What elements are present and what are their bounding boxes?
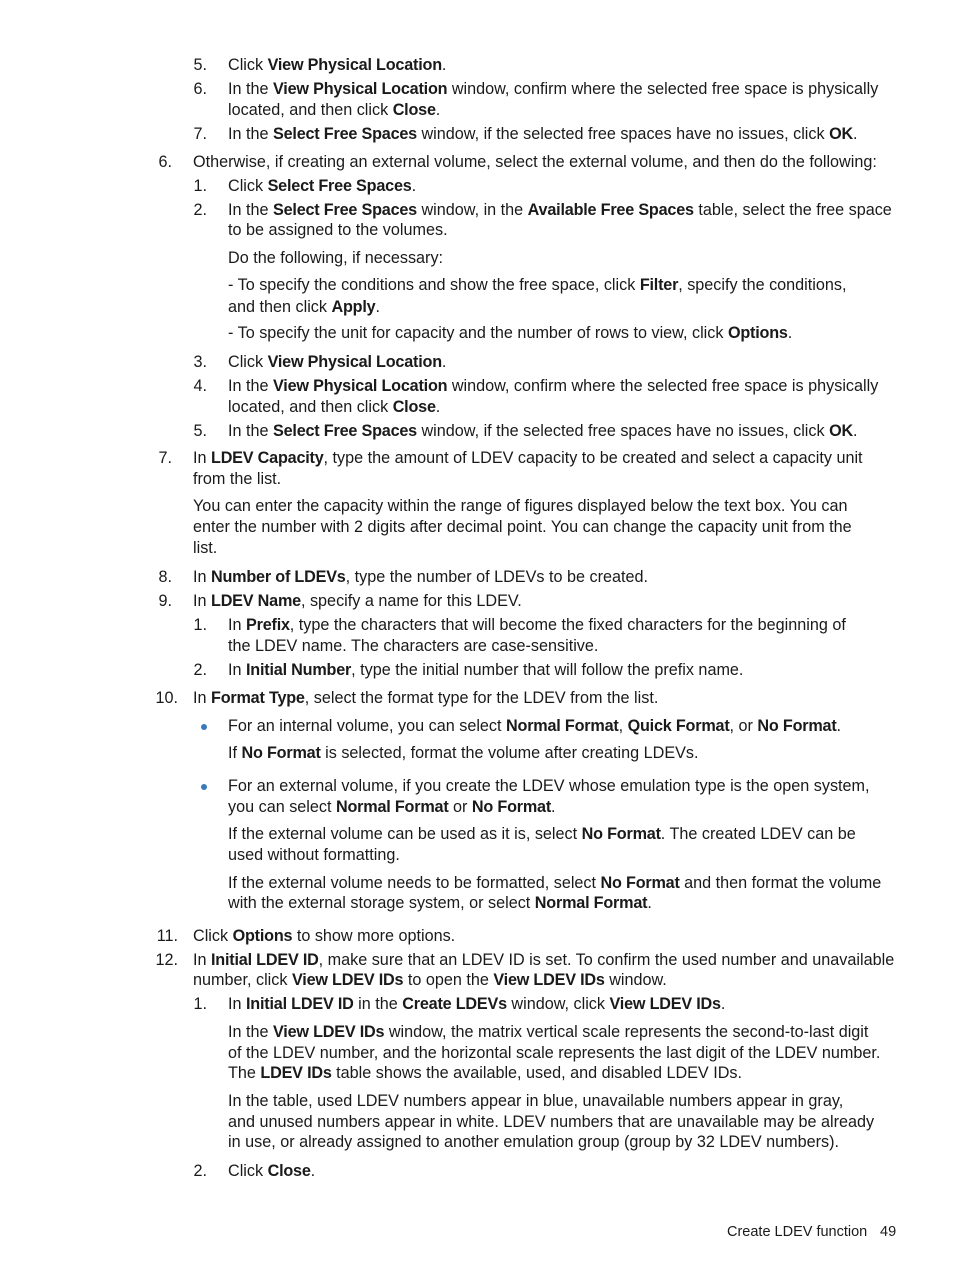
text-run: window, if the selected free spaces have no issues, click: [416, 422, 830, 440]
ui-term: Select Free Spaces: [273, 422, 417, 440]
ui-term: Prefix: [246, 616, 290, 634]
text-line: [193, 152, 877, 173]
text-run: .: [435, 101, 441, 119]
text-run: list.: [193, 539, 218, 557]
text-line: [228, 776, 870, 797]
text-run: Click: [228, 353, 268, 371]
text-run: - To specify the unit for capacity and the number of rows to view, click: [228, 324, 728, 342]
list-number: 3.: [193, 353, 207, 371]
text-run: In the: [228, 377, 273, 395]
ui-term: Initial LDEV ID: [246, 995, 354, 1013]
text-line: [228, 824, 856, 845]
text-line: [193, 970, 667, 991]
ui-term: Apply: [331, 298, 376, 316]
text-line: [228, 893, 652, 914]
text-run: Do the following, if necessary:: [228, 249, 444, 267]
text-run: enter the number with 2 digits after decimal point. You can change the capacity unit from the: [193, 518, 852, 536]
ui-term: Normal Format: [506, 717, 619, 735]
ui-term: Close: [267, 1162, 311, 1180]
text-line: [228, 716, 841, 737]
text-line: [228, 421, 857, 442]
text-run: , or: [729, 717, 758, 735]
text-run: Click: [193, 927, 233, 945]
text-run: In: [193, 449, 211, 467]
text-line: [193, 567, 648, 588]
text-run: .: [411, 177, 417, 195]
ui-term: LDEV IDs: [260, 1064, 332, 1082]
text-run: In: [228, 616, 246, 634]
list-number: 6.: [158, 153, 172, 171]
text-line: [193, 538, 217, 559]
text-run: In: [228, 995, 246, 1013]
text-run: number, click: [193, 971, 292, 989]
text-run: window, the matrix vertical scale represents the second-to-last digit: [384, 1023, 869, 1041]
list-number: 1.: [193, 616, 207, 634]
text-line: [228, 200, 892, 221]
text-run: table shows the available, used, and disabled LDEV IDs.: [331, 1064, 743, 1082]
ui-term: Quick Format: [627, 717, 730, 735]
text-run: If the external volume needs to be formatted, select: [228, 874, 601, 892]
text-line: [228, 994, 725, 1015]
text-line: [228, 1063, 742, 1084]
text-run: or: [448, 798, 472, 816]
bullet-icon: [201, 724, 207, 730]
text-run: to open the: [403, 971, 494, 989]
text-run: table, select the free space: [693, 201, 892, 219]
ui-term: Select Free Spaces: [273, 125, 417, 143]
text-line: [193, 591, 522, 612]
list-number: 10.: [155, 689, 178, 707]
text-run: In: [193, 592, 211, 610]
text-run: Click: [228, 56, 268, 74]
text-line: [228, 660, 743, 681]
text-line: [228, 845, 400, 866]
text-run: In the table, used LDEV numbers appear in blue, unavailable numbers appear in gray,: [228, 1092, 844, 1110]
text-line: [228, 124, 857, 145]
text-run: In the: [228, 125, 273, 143]
text-run: If the external volume can be used as it is, select: [228, 825, 582, 843]
text-line: [228, 873, 881, 894]
text-line: [228, 1112, 874, 1133]
text-run: ,: [618, 717, 628, 735]
text-line: [228, 397, 440, 418]
text-line: [228, 1043, 880, 1064]
text-run: window, if the selected free spaces have no issues, click: [416, 125, 830, 143]
ui-term: Close: [392, 398, 436, 416]
text-run: .: [310, 1162, 316, 1180]
ui-term: View Physical Location: [273, 377, 448, 395]
text-run: and then format the volume: [679, 874, 882, 892]
ui-term: No Format: [241, 744, 321, 762]
text-line: [228, 1132, 839, 1153]
ui-term: View LDEV IDs: [291, 971, 404, 989]
text-run: in the: [353, 995, 403, 1013]
text-run: , type the number of LDEVs to be created.: [345, 568, 648, 586]
text-run: used without formatting.: [228, 846, 400, 864]
text-run: from the list.: [193, 470, 282, 488]
text-run: .: [852, 125, 858, 143]
text-run: You can enter the capacity within the range of figures displayed below the text box. You can: [193, 497, 848, 515]
text-run: In: [228, 661, 246, 679]
text-line: [228, 323, 792, 344]
list-number: 2.: [193, 661, 207, 679]
text-run: window, click: [506, 995, 610, 1013]
text-run: In: [193, 568, 211, 586]
ui-term: Format Type: [211, 689, 305, 707]
text-run: , type the initial number that will follow the prefix name.: [351, 661, 744, 679]
text-line: [228, 376, 878, 397]
text-run: , select the format type for the LDEV from the list.: [304, 689, 659, 707]
ui-term: Initial Number: [246, 661, 352, 679]
list-number: 6.: [193, 80, 207, 98]
text-line: [228, 297, 380, 318]
ui-term: LDEV Capacity: [211, 449, 324, 467]
ui-term: Select Free Spaces: [267, 177, 412, 195]
bullet-icon: [201, 784, 207, 790]
text-run: located, and then click: [228, 101, 393, 119]
text-run: In: [193, 689, 211, 707]
ui-term: View Physical Location: [267, 56, 442, 74]
ui-term: No Format: [600, 874, 680, 892]
text-line: [228, 100, 440, 121]
ui-term: Initial LDEV ID: [211, 951, 319, 969]
list-number: 12.: [155, 951, 178, 969]
ui-term: Select Free Spaces: [273, 201, 417, 219]
text-line: [228, 615, 846, 636]
text-line: [228, 1022, 868, 1043]
text-run: the LDEV name. The characters are case-sensitive.: [228, 637, 599, 655]
text-run: - To specify the conditions and show the free space, click: [228, 276, 640, 294]
text-run: .: [647, 894, 652, 912]
text-line: [228, 220, 448, 241]
text-run: window, in the: [416, 201, 528, 219]
text-run: . The created LDEV can be: [660, 825, 856, 843]
text-line: [228, 797, 556, 818]
text-run: to show more options.: [292, 927, 456, 945]
text-line: [228, 176, 416, 197]
text-run: Click: [228, 177, 268, 195]
ui-term: Filter: [639, 276, 679, 294]
list-number: 5.: [193, 422, 207, 440]
text-run: you can select: [228, 798, 336, 816]
text-run: .: [375, 298, 380, 316]
text-run: .: [441, 353, 447, 371]
text-run: In the: [228, 201, 273, 219]
text-run: For an internal volume, you can select: [228, 717, 507, 735]
list-number: 7.: [193, 125, 207, 143]
text-run: .: [836, 717, 842, 735]
ui-term: View LDEV IDs: [493, 971, 605, 989]
text-run: window, confirm where the selected free space is physically: [447, 80, 879, 98]
ui-term: No Format: [757, 717, 837, 735]
text-line: [193, 496, 848, 517]
text-line: [193, 448, 863, 469]
ui-term: Close: [392, 101, 436, 119]
text-line: [193, 517, 852, 538]
text-line: [228, 79, 878, 100]
ui-term: Number of LDEVs: [211, 568, 346, 586]
text-run: and unused numbers appear in white. LDEV numbers that are unavailable may be already: [228, 1113, 875, 1131]
text-line: [228, 275, 846, 296]
text-line: [228, 636, 598, 657]
text-run: in use, or already assigned to another emulation group (group by 32 LDEV numbers).: [228, 1133, 839, 1151]
list-number: 11.: [156, 927, 178, 945]
text-line: [228, 743, 699, 764]
ui-term: View Physical Location: [267, 353, 442, 371]
text-run: .: [852, 422, 858, 440]
text-run: window.: [604, 971, 667, 989]
text-run: Otherwise, if creating an external volume, select the external volume, and then do the following:: [193, 153, 877, 171]
text-run: .: [435, 398, 441, 416]
text-run: In: [193, 951, 211, 969]
ui-term: OK: [829, 422, 853, 440]
list-number: 2.: [193, 1162, 207, 1180]
text-line: [228, 1161, 315, 1182]
list-number: 9.: [158, 592, 172, 610]
text-run: and then click: [228, 298, 332, 316]
ui-term: No Format: [581, 825, 661, 843]
text-run: , specify the conditions,: [678, 276, 847, 294]
ui-term: LDEV Name: [211, 592, 301, 610]
text-run: In the: [228, 80, 273, 98]
ui-term: View LDEV IDs: [609, 995, 721, 1013]
text-run: .: [720, 995, 726, 1013]
text-run: For an external volume, if you create the LDEV whose emulation type is the open system,: [228, 777, 870, 795]
ui-term: Normal Format: [534, 894, 648, 912]
ui-term: Options: [232, 927, 293, 945]
text-run: , make sure that an LDEV ID is set. To confirm the used number and unavailable: [318, 951, 895, 969]
list-number: 1.: [193, 995, 207, 1013]
text-line: [228, 248, 443, 269]
text-run: In the: [228, 1023, 273, 1041]
list-number: 5.: [193, 56, 207, 74]
ui-term: No Format: [471, 798, 552, 816]
text-run: .: [441, 56, 447, 74]
ui-term: View Physical Location: [273, 80, 448, 98]
ui-term: Options: [727, 324, 788, 342]
list-number: 7.: [158, 449, 172, 467]
text-line: [193, 688, 658, 709]
list-number: 2.: [193, 201, 207, 219]
text-run: , type the characters that will become the fixed characters for the beginning of: [289, 616, 846, 634]
ui-term: OK: [829, 125, 853, 143]
text-run: located, and then click: [228, 398, 393, 416]
footer-section-title: Create LDEV function: [727, 1224, 868, 1240]
ui-term: Normal Format: [335, 798, 449, 816]
ui-term: Available Free Spaces: [527, 201, 694, 219]
list-number: 4.: [193, 377, 207, 395]
text-line: [193, 926, 455, 947]
text-run: is selected, format the volume after creating LDEVs.: [320, 744, 699, 762]
text-run: of the LDEV number, and the horizontal scale represents the last digit of the LDEV number.: [228, 1044, 881, 1062]
text-run: .: [787, 324, 793, 342]
text-run: If: [228, 744, 242, 762]
text-run: Click: [228, 1162, 268, 1180]
text-line: [228, 352, 446, 373]
text-line: [228, 1091, 843, 1112]
text-line: [228, 55, 446, 76]
text-run: In the: [228, 422, 273, 440]
page-number: 49: [880, 1224, 897, 1240]
text-run: , type the amount of LDEV capacity to be created and select a capacity unit: [323, 449, 863, 467]
ui-term: Create LDEVs: [402, 995, 507, 1013]
text-run: window, confirm where the selected free space is physically: [447, 377, 879, 395]
list-number: 8.: [158, 568, 172, 586]
text-run: .: [551, 798, 556, 816]
text-line: [193, 469, 281, 490]
text-run: The: [228, 1064, 261, 1082]
ui-term: View LDEV IDs: [273, 1023, 385, 1041]
text-run: , specify a name for this LDEV.: [300, 592, 522, 610]
text-run: with the external storage system, or select: [228, 894, 535, 912]
text-run: to be assigned to the volumes.: [228, 221, 448, 239]
text-line: [193, 950, 894, 971]
list-number: 1.: [193, 177, 207, 195]
